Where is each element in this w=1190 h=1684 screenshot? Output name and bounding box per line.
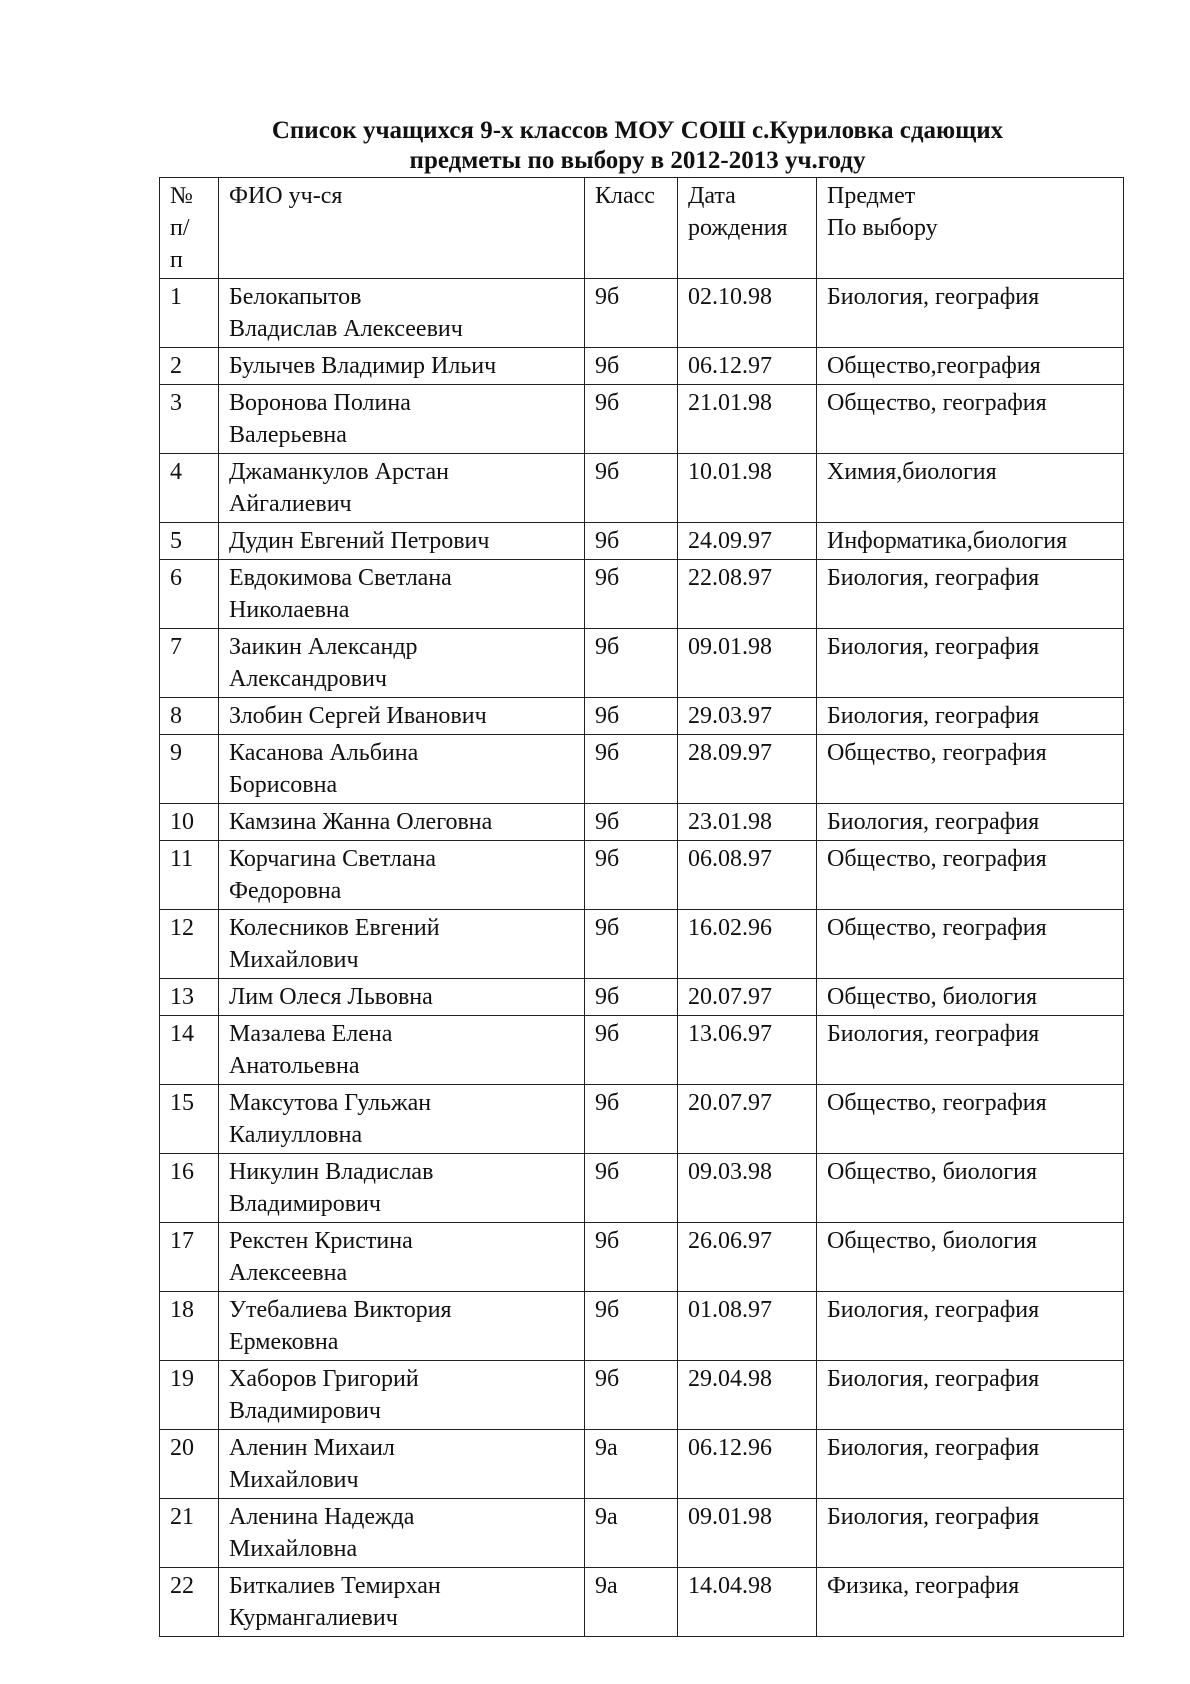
student-birthdate: 09.01.98: [678, 629, 817, 698]
student-class: 9б: [585, 454, 678, 523]
student-name: [219, 1568, 585, 1637]
student-name-line-1: Рекстен Кристина: [229, 1228, 413, 1254]
row-number: 4: [160, 454, 219, 523]
row-number: 5: [160, 523, 219, 560]
row-number: 13: [160, 979, 219, 1016]
student-birthdate: 01.08.97: [678, 1292, 817, 1361]
student-birthdate: 02.10.98: [678, 279, 817, 348]
student-subjects: Биология, география: [817, 1016, 1124, 1085]
table-row: [160, 841, 1124, 910]
title-line-2: предметы по выбору в 2012-2013 уч.году: [409, 147, 866, 174]
student-class: 9б: [585, 698, 678, 735]
table-row: [160, 454, 1124, 523]
student-name: [219, 348, 585, 385]
student-class: 9а: [585, 1430, 678, 1499]
student-name-line-2: Калиулловна: [229, 1122, 363, 1148]
header-birthdate-line-2: рождения: [688, 215, 788, 241]
header-birthdate-line-1: Дата: [688, 183, 736, 209]
student-class: 9б: [585, 804, 678, 841]
student-name: [219, 1016, 585, 1085]
student-name: [219, 804, 585, 841]
student-class: 9б: [585, 841, 678, 910]
header-number-line-1: №: [170, 183, 193, 209]
student-name: [219, 1223, 585, 1292]
student-name-line-1: Корчагина Светлана: [229, 846, 436, 872]
student-subjects: Физика, география: [817, 1568, 1124, 1637]
row-number: 17: [160, 1223, 219, 1292]
student-subjects: Общество, биология: [817, 1154, 1124, 1223]
row-number: 16: [160, 1154, 219, 1223]
student-name-line-2: Владимирович: [229, 1191, 381, 1217]
student-name-line-1: Дудин Евгений Петрович: [229, 528, 490, 554]
student-name-line-1: Евдокимова Светлана: [229, 565, 452, 591]
row-number: 2: [160, 348, 219, 385]
student-name-line-1: Булычев Владимир Ильич: [229, 353, 497, 379]
student-name-line-2: Борисовна: [229, 772, 338, 798]
student-name-line-1: Белокапытов: [229, 284, 362, 310]
student-name: [219, 523, 585, 560]
header-subject: [817, 178, 1124, 279]
student-birthdate: 24.09.97: [678, 523, 817, 560]
row-number: 11: [160, 841, 219, 910]
row-number: 1: [160, 279, 219, 348]
student-name-line-1: Заикин Александр: [229, 634, 418, 660]
student-name-line-2: Алексеевна: [229, 1260, 348, 1286]
student-name: [219, 735, 585, 804]
header-class: Класс: [585, 178, 678, 279]
row-number: 20: [160, 1430, 219, 1499]
student-subjects: Биология, география: [817, 804, 1124, 841]
student-birthdate: 21.01.98: [678, 385, 817, 454]
row-number: 8: [160, 698, 219, 735]
row-number: 21: [160, 1499, 219, 1568]
row-number: 14: [160, 1016, 219, 1085]
table-body: [160, 279, 1124, 1637]
student-name-line-2: Александрович: [229, 666, 387, 692]
student-name-line-2: Федоровна: [229, 878, 342, 904]
student-name: [219, 1430, 585, 1499]
student-birthdate: 29.03.97: [678, 698, 817, 735]
row-number: 6: [160, 560, 219, 629]
table-row: [160, 560, 1124, 629]
student-subjects: Биология, география: [817, 698, 1124, 735]
student-name: [219, 629, 585, 698]
student-name: [219, 560, 585, 629]
student-name-line-1: Колесников Евгений: [229, 915, 440, 941]
row-number: 22: [160, 1568, 219, 1637]
student-birthdate: 20.07.97: [678, 979, 817, 1016]
table-row: [160, 523, 1124, 560]
student-class: 9б: [585, 1154, 678, 1223]
student-subjects: Биология, география: [817, 1361, 1124, 1430]
student-name: [219, 1292, 585, 1361]
student-class: 9б: [585, 629, 678, 698]
table-row: [160, 1499, 1124, 1568]
student-subjects: Общество,география: [817, 348, 1124, 385]
student-birthdate: 20.07.97: [678, 1085, 817, 1154]
student-class: 9б: [585, 523, 678, 560]
student-name-line-1: Лим Олеся Львовна: [229, 984, 433, 1010]
student-name-line-1: Аленин Михаил: [229, 1435, 395, 1461]
student-name: [219, 1499, 585, 1568]
student-class: 9б: [585, 735, 678, 804]
student-class: 9б: [585, 385, 678, 454]
student-birthdate: 23.01.98: [678, 804, 817, 841]
student-birthdate: 06.12.97: [678, 348, 817, 385]
student-birthdate: 29.04.98: [678, 1361, 817, 1430]
table-row: [160, 1292, 1124, 1361]
student-subjects: Биология, география: [817, 629, 1124, 698]
student-birthdate: 06.12.96: [678, 1430, 817, 1499]
student-birthdate: 26.06.97: [678, 1223, 817, 1292]
student-birthdate: 09.03.98: [678, 1154, 817, 1223]
student-name-line-1: Касанова Альбина: [229, 740, 419, 766]
table-row: [160, 735, 1124, 804]
table-row: [160, 1085, 1124, 1154]
header-name: ФИО уч-ся: [219, 178, 585, 279]
student-subjects: Биология, география: [817, 1499, 1124, 1568]
student-name-line-2: Курмангалиевич: [229, 1605, 398, 1631]
student-name-line-1: Воронова Полина: [229, 390, 411, 416]
table-row: [160, 979, 1124, 1016]
student-class: 9а: [585, 1568, 678, 1637]
header-subject-line-1: Предмет: [827, 183, 916, 209]
document-title: [150, 116, 1125, 176]
student-subjects: Общество, география: [817, 735, 1124, 804]
table-row: [160, 385, 1124, 454]
student-name-line-2: Ермековна: [229, 1329, 339, 1355]
student-class: 9б: [585, 1361, 678, 1430]
table-row: [160, 1361, 1124, 1430]
student-name: [219, 910, 585, 979]
student-name: [219, 1361, 585, 1430]
student-subjects: Общество, география: [817, 841, 1124, 910]
student-name-line-2: Николаевна: [229, 597, 350, 623]
header-number: [160, 178, 219, 279]
student-class: 9б: [585, 560, 678, 629]
student-name-line-1: Максутова Гульжан: [229, 1090, 432, 1116]
student-name-line-1: Биткалиев Темирхан: [229, 1573, 441, 1599]
student-subjects: Информатика,биология: [817, 523, 1124, 560]
student-class: 9б: [585, 1223, 678, 1292]
table-header-row: [160, 178, 1124, 279]
student-birthdate: 10.01.98: [678, 454, 817, 523]
table-row: [160, 804, 1124, 841]
table-row: [160, 910, 1124, 979]
student-subjects: Общество, география: [817, 1085, 1124, 1154]
table-row: [160, 279, 1124, 348]
student-name-line-2: Анатольевна: [229, 1053, 360, 1079]
student-birthdate: 14.04.98: [678, 1568, 817, 1637]
table-row: [160, 1568, 1124, 1637]
student-subjects: Биология, география: [817, 1430, 1124, 1499]
student-name-line-2: Владислав Алексеевич: [229, 316, 463, 342]
row-number: 7: [160, 629, 219, 698]
title-line-1: Список учащихся 9-х классов МОУ СОШ с.Куриловка сдающих: [271, 117, 1004, 144]
student-name-line-2: Михайлович: [229, 1467, 359, 1493]
student-subjects: Общество, биология: [817, 979, 1124, 1016]
student-name-line-2: Владимирович: [229, 1398, 381, 1424]
student-name: [219, 1085, 585, 1154]
student-subjects: Общество, география: [817, 385, 1124, 454]
student-name: [219, 1154, 585, 1223]
student-name: [219, 698, 585, 735]
student-name-line-1: Хаборов Григорий: [229, 1366, 419, 1392]
row-number: 19: [160, 1361, 219, 1430]
student-name-line-2: Михайлович: [229, 947, 359, 973]
row-number: 3: [160, 385, 219, 454]
student-name-line-1: Никулин Владислав: [229, 1159, 434, 1185]
students-table: [159, 177, 1124, 1637]
table-row: [160, 698, 1124, 735]
row-number: 10: [160, 804, 219, 841]
student-class: 9б: [585, 348, 678, 385]
student-name-line-1: Камзина Жанна Олеговна: [229, 809, 493, 835]
student-subjects: Общество, биология: [817, 1223, 1124, 1292]
header-subject-line-2: По выбору: [827, 215, 938, 241]
student-name-line-2: Валерьевна: [229, 422, 347, 448]
table-row: [160, 1016, 1124, 1085]
student-birthdate: 28.09.97: [678, 735, 817, 804]
student-class: 9б: [585, 1016, 678, 1085]
student-name-line-1: Злобин Сергей Иванович: [229, 703, 487, 729]
student-class: 9а: [585, 1499, 678, 1568]
student-name: [219, 454, 585, 523]
student-name-line-1: Мазалева Елена: [229, 1021, 393, 1047]
student-birthdate: 06.08.97: [678, 841, 817, 910]
student-name-line-1: Джаманкулов Арстан: [229, 459, 449, 485]
student-name: [219, 841, 585, 910]
student-name: [219, 385, 585, 454]
student-birthdate: 16.02.96: [678, 910, 817, 979]
student-class: 9б: [585, 1292, 678, 1361]
student-class: 9б: [585, 1085, 678, 1154]
student-subjects: Биология, география: [817, 560, 1124, 629]
student-subjects: Общество, география: [817, 910, 1124, 979]
student-class: 9б: [585, 279, 678, 348]
student-subjects: Биология, география: [817, 279, 1124, 348]
row-number: 15: [160, 1085, 219, 1154]
student-name-line-2: Михайловна: [229, 1536, 358, 1562]
student-name: [219, 279, 585, 348]
student-class: 9б: [585, 910, 678, 979]
table-row: [160, 629, 1124, 698]
student-class: 9б: [585, 979, 678, 1016]
student-birthdate: 13.06.97: [678, 1016, 817, 1085]
table-row: [160, 348, 1124, 385]
header-number-line-3: п: [170, 247, 183, 273]
table-row: [160, 1223, 1124, 1292]
row-number: 12: [160, 910, 219, 979]
row-number: 9: [160, 735, 219, 804]
student-name-line-1: Аленина Надежда: [229, 1504, 415, 1530]
student-subjects: Химия,биология: [817, 454, 1124, 523]
table-row: [160, 1154, 1124, 1223]
student-birthdate: 09.01.98: [678, 1499, 817, 1568]
student-name-line-2: Айгалиевич: [229, 491, 352, 517]
student-name: [219, 979, 585, 1016]
student-name-line-1: Утебалиева Виктория: [229, 1297, 452, 1323]
header-number-line-2: п/: [170, 215, 190, 241]
student-subjects: Биология, география: [817, 1292, 1124, 1361]
table-row: [160, 1430, 1124, 1499]
header-birthdate: [678, 178, 817, 279]
student-birthdate: 22.08.97: [678, 560, 817, 629]
row-number: 18: [160, 1292, 219, 1361]
